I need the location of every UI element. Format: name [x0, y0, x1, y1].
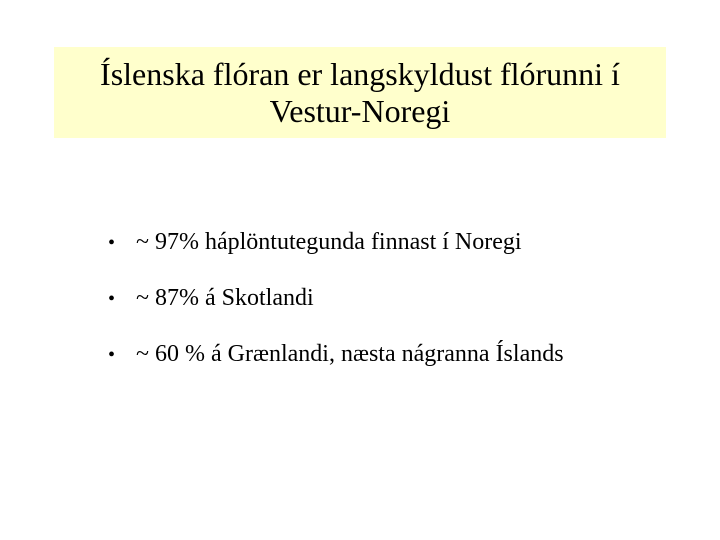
bullet-text: ~ 60 % á Grænlandi, næsta nágranna Íslands — [136, 341, 564, 367]
bullet-dot-icon: • — [108, 288, 116, 310]
bullet-item — [108, 340, 564, 368]
slide-title — [54, 47, 666, 138]
bullet-item — [108, 284, 564, 312]
bullet-dot-icon: • — [108, 344, 116, 366]
bullet-item — [108, 228, 564, 256]
bullet-text: ~ 87% á Skotlandi — [136, 285, 314, 311]
title-line-2: Vestur-Noregi — [269, 92, 451, 129]
bullet-dot-icon: • — [108, 232, 116, 254]
bullet-list — [108, 228, 564, 396]
title-line-1: Íslenska flóran er langskyldust flórunni í — [100, 55, 620, 92]
bullet-text: ~ 97% háplöntutegunda finnast í Noregi — [136, 229, 522, 255]
